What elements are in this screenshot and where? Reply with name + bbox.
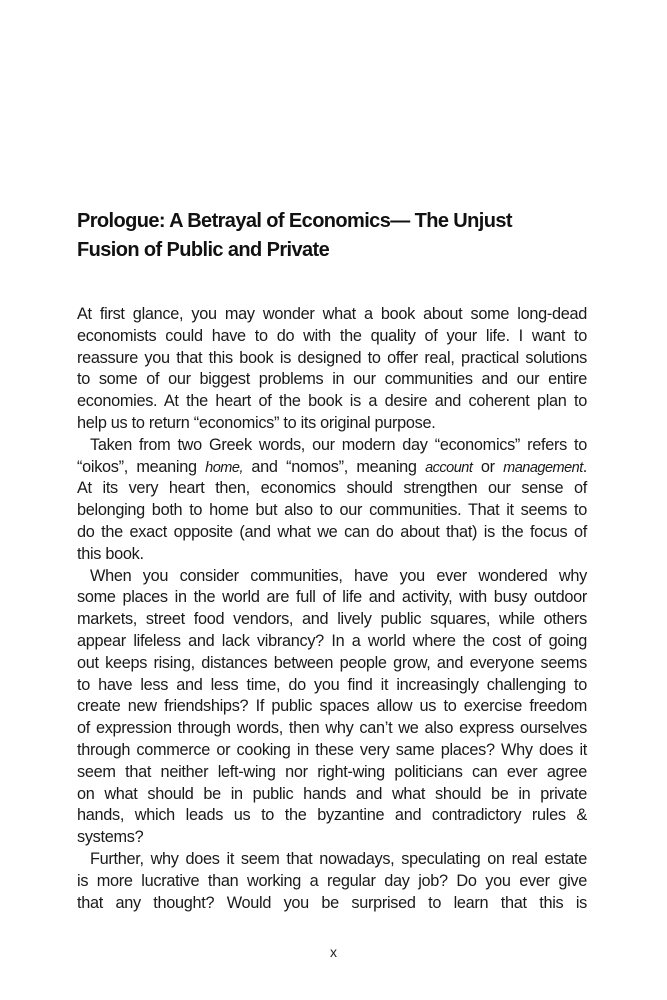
text-line: to some of our biggest problems in our communities and our entire	[77, 370, 587, 389]
text-line: reassure you that this book is designed to offer real, practical solutions	[77, 348, 587, 367]
text-line: economies. At the heart of the book is a desire and coherent plan to	[77, 392, 587, 411]
paragraph	[77, 849, 587, 914]
text-line: of expression through words, then why can’t we also express ourselves	[77, 719, 587, 738]
text-line: Further, why does it seem that nowadays, speculating on real estate	[90, 849, 587, 868]
italic-term-account: account	[425, 459, 473, 476]
text-line: that any thought? Would you be surprised to learn that this is	[77, 893, 587, 912]
text-line: belonging both to home but also to our communities. That it seems to	[77, 501, 587, 520]
text-line: is more lucrative than working a regular day job? Do you ever give	[77, 871, 587, 890]
text-line: appear lifeless and lack vibrancy? In a world where the cost of going	[77, 631, 587, 650]
text-line: economists could have to do with the quality of your life. I want to	[77, 326, 587, 345]
text-line: help us to return “economics” to its original purpose.	[77, 413, 436, 432]
text-run: “oikos”, meaning	[77, 457, 206, 476]
text-line: markets, street food vendors, and lively public squares, while others	[77, 610, 587, 629]
text-line-with-italics	[77, 457, 587, 479]
paragraph	[77, 435, 587, 566]
text-run: or	[472, 457, 504, 476]
paragraph	[77, 566, 587, 849]
chapter-title	[77, 207, 597, 264]
text-line: through commerce or cooking in these very same places? Why does it	[77, 740, 587, 759]
chapter-title-line: Fusion of Public and Private	[77, 238, 330, 261]
text-line: hands, which leads us to the byzantine and contradictory rules &	[77, 806, 587, 825]
text-line: this book.	[77, 544, 144, 563]
text-line: systems?	[77, 828, 144, 847]
text-line: out keeps rising, distances between people grow, and everyone seems	[77, 653, 587, 672]
paragraph	[77, 304, 587, 435]
text-line: some places in the world are full of life and activity, with busy outdoor	[77, 588, 587, 607]
text-line: create new friendships? If public spaces allow us to exercise freedom	[77, 697, 587, 716]
text-line: seem that neither left-wing nor right-wing politicians can ever agree	[77, 762, 587, 781]
page-number: x	[330, 944, 337, 960]
text-line: to have less and less time, do you find it increasingly challenging to	[77, 675, 587, 694]
text-run: .	[582, 457, 587, 476]
text-line: Taken from two Greek words, our modern day “economics” refers to	[90, 435, 587, 454]
body-text	[77, 304, 587, 914]
text-line: At its very heart then, economics should strengthen our sense of	[77, 479, 587, 498]
italic-term-home: home,	[205, 459, 243, 476]
chapter-title-line: Prologue: A Betrayal of Economics— The Unjust	[77, 210, 512, 232]
text-line: When you consider communities, have you ever wondered why	[90, 566, 587, 585]
italic-term-management: management	[503, 459, 583, 476]
text-line: At first glance, you may wonder what a book about some long-dead	[77, 305, 587, 323]
text-run: and “nomos”, meaning	[242, 457, 426, 476]
text-line: do the exact opposite (and what we can do about that) is the focus of	[77, 522, 587, 541]
text-line: on what should be in public hands and what should be in private	[77, 784, 587, 803]
